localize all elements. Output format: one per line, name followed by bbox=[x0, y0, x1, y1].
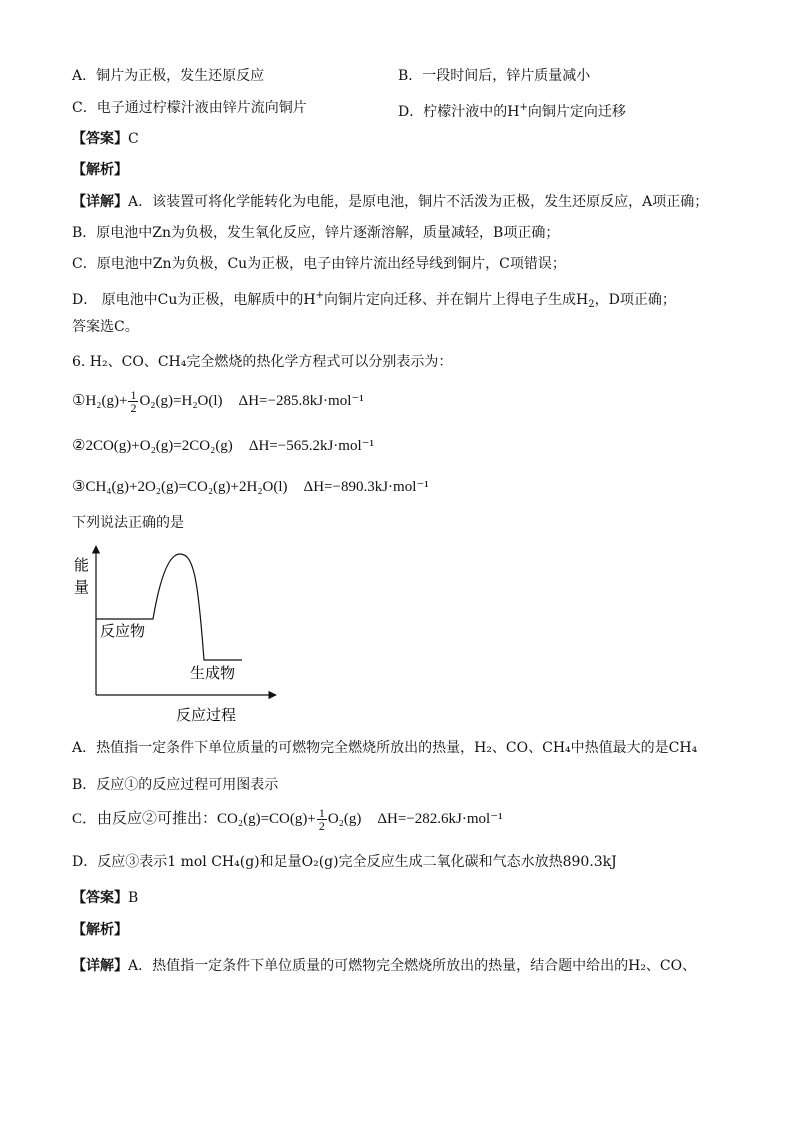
q6-option-c-right: O₂(g) bbox=[327, 811, 362, 827]
q6-eq1-fraction bbox=[128, 389, 138, 414]
q6-eq1-enthalpy: ΔH=−285.8kJ·mol⁻¹ bbox=[238, 393, 364, 409]
q6-equation-1 bbox=[72, 388, 364, 414]
q5-detail-d-sub: 2 bbox=[588, 299, 595, 310]
q6-option-c-left: C．由反应②可推出：CO₂(g)=CO(g)+ bbox=[72, 811, 316, 827]
q6-analysis-label-text: 【解析】 bbox=[72, 922, 128, 938]
q5-option-d-text-end: 向铜片定向迁移 bbox=[527, 104, 626, 120]
q6-detail-label: 【详解】 bbox=[72, 958, 128, 974]
q6-option-a: A．热值指一定条件下单位质量的可燃物完全燃烧所放出的热量，H₂、CO、CH₄中热值最大的是CH₄ bbox=[72, 740, 698, 756]
q6-option-c-enthalpy: ΔH=−282.6kJ·mol⁻¹ bbox=[377, 811, 503, 827]
q6-answer bbox=[72, 888, 138, 908]
q5-option-d bbox=[398, 98, 626, 122]
q6-answer-label: 【答案】 bbox=[72, 890, 128, 906]
q5-detail-label: 【详解】 bbox=[72, 194, 128, 210]
q5-detail-d-sup: + bbox=[315, 290, 325, 301]
q6-option-c bbox=[72, 806, 503, 832]
q5-option-b: B．一段时间后，锌片质量减小 bbox=[398, 68, 591, 84]
q6-option-c-numerator: 1 bbox=[318, 806, 325, 821]
q6-answer-value: B bbox=[128, 890, 139, 906]
q5-option-d-text: D．柠檬汁液中的H bbox=[398, 104, 520, 120]
q6-analysis-label bbox=[72, 920, 128, 940]
q6-eq2-enthalpy: ΔH=−565.2kJ·mol⁻¹ bbox=[248, 438, 375, 454]
q5-detail-d-text: D． 原电池中Cu为正极，电解质中的H bbox=[72, 292, 316, 308]
reactant-label: 反应物 bbox=[100, 622, 146, 640]
q6-eq1-denominator: 2 bbox=[130, 401, 137, 416]
q6-eq1-left: ①H₂(g)+ bbox=[72, 393, 128, 409]
q5-detail-d-end: ，D项正确； bbox=[594, 292, 676, 308]
q6-detail-a bbox=[72, 956, 696, 976]
q5-detail-d bbox=[72, 286, 676, 315]
q5-option-a: A．铜片为正极，发生还原反应 bbox=[72, 68, 265, 84]
q6-eq3-enthalpy: ΔH=−890.3kJ·mol⁻¹ bbox=[303, 479, 429, 495]
q6-option-c-denominator: 2 bbox=[318, 819, 325, 834]
q6-eq3-text: ③CH₄(g)+2O₂(g)=CO₂(g)+2H₂O(l) bbox=[72, 479, 288, 495]
q6-stem: 6. H₂、CO、CH₄完全燃烧的热化学方程式可以分别表示为： bbox=[72, 354, 453, 370]
q6-eq2-text: ②2CO(g)+O₂(g)=2CO₂(g) bbox=[72, 438, 233, 454]
q5-conclusion: 答案选C。 bbox=[72, 319, 139, 335]
q5-option-c: C．电子通过柠檬汁液由锌片流向铜片 bbox=[72, 100, 307, 116]
q5-option-d-sup: + bbox=[519, 102, 528, 113]
q5-detail-d-mid: 向铜片定向迁移、并在铜片上得电子生成H bbox=[324, 292, 589, 308]
q5-detail-a-text: A．该装置可将化学能转化为电能，是原电池，铜片不活泼为正极，发生还原反应，A项正确； bbox=[128, 194, 709, 210]
q5-answer bbox=[72, 129, 139, 149]
q5-detail-b: B．原电池中Zn为负极，发生氧化反应，锌片逐渐溶解，质量减轻，B项正确； bbox=[72, 225, 560, 241]
product-label: 生成物 bbox=[190, 664, 236, 682]
q6-option-c-fraction bbox=[317, 807, 327, 832]
q5-answer-label: 【答案】 bbox=[72, 131, 128, 147]
q6-detail-a-text: A．热值指一定条件下单位质量的可燃物完全燃烧所放出的热量，结合题中给出的H₂、CO、 bbox=[128, 958, 697, 974]
q6-eq1-numerator: 1 bbox=[130, 388, 137, 403]
q5-analysis-label bbox=[72, 160, 128, 180]
q5-detail-c: C．原电池中Zn为负极，Cu为正极，电子由锌片流出经导线到铜片，C项错误； bbox=[72, 256, 566, 272]
y-axis-label-1: 能 bbox=[74, 556, 90, 574]
q6-question: 下列说法正确的是 bbox=[72, 515, 184, 531]
energy-diagram bbox=[70, 540, 280, 730]
q6-option-d: D．反应③表示1 mol CH₄(g)和足量O₂(g)完全反应生成二氧化碳和气态水放热890.3kJ bbox=[72, 854, 617, 870]
q6-eq1-right: O₂(g)=H₂O(l) bbox=[139, 393, 223, 409]
q6-option-b: B．反应①的反应过程可用图表示 bbox=[72, 777, 279, 793]
y-axis-label-2: 量 bbox=[74, 578, 90, 596]
q6-equation-2 bbox=[72, 436, 374, 456]
x-axis-label: 反应过程 bbox=[176, 706, 237, 724]
q5-answer-value: C bbox=[128, 131, 139, 147]
energy-curve bbox=[96, 554, 242, 660]
q5-analysis-label-text: 【解析】 bbox=[72, 162, 128, 178]
q6-equation-3 bbox=[72, 477, 429, 497]
q5-detail-a bbox=[72, 192, 708, 212]
